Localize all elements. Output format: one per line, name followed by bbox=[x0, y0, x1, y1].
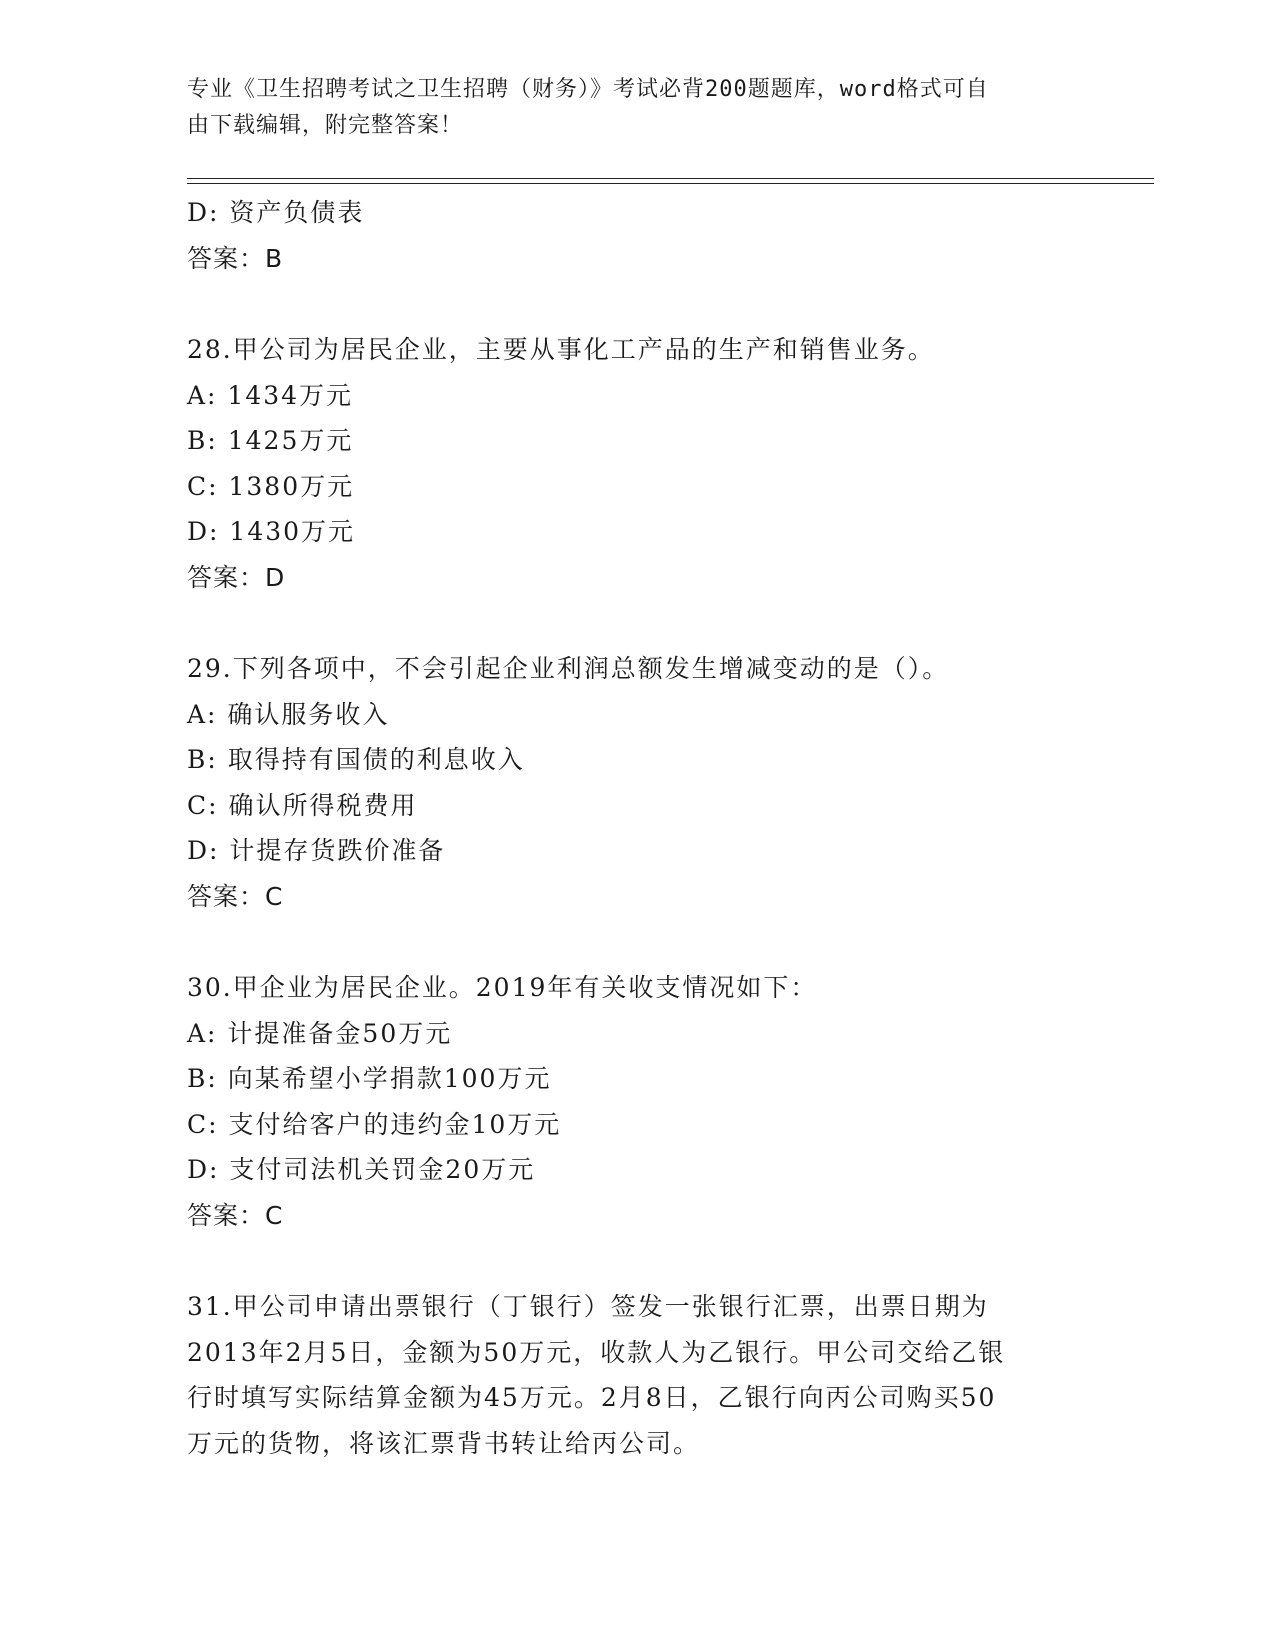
option-d: D: 计提存货跌价准备 bbox=[187, 836, 446, 865]
question-28 bbox=[187, 327, 1087, 600]
option-b: B: 1425万元 bbox=[187, 426, 354, 455]
header-line-2: 由下载编辑，附完整答案！ bbox=[187, 113, 464, 138]
spacer bbox=[187, 1238, 1087, 1284]
question-stem-line-1: 31.甲公司申请出票银行（丁银行）签发一张银行汇票，出票日期为 bbox=[187, 1292, 989, 1321]
answer-line: 答案：D bbox=[187, 562, 286, 592]
carry-over-answer: 答案：B bbox=[187, 243, 284, 273]
option-c: C: 确认所得税费用 bbox=[187, 790, 418, 820]
spacer bbox=[187, 281, 1087, 327]
option-b: B: 取得持有国债的利息收入 bbox=[187, 745, 525, 774]
option-c: C: 支付给客户的违约金10万元 bbox=[187, 1109, 562, 1139]
answer-line: 答案：C bbox=[187, 881, 284, 911]
question-29 bbox=[187, 646, 1087, 919]
header-line-1: 专业《卫生招聘考试之卫生招聘（财务）》考试必背200题题库，word格式可自 bbox=[187, 77, 989, 102]
option-a: A: 确认服务收入 bbox=[187, 699, 390, 729]
question-stem-line-4: 万元的货物，将该汇票背书转让给丙公司。 bbox=[187, 1428, 701, 1458]
answer-line: 答案：C bbox=[187, 1200, 284, 1230]
option-a: A: 1434万元 bbox=[187, 380, 354, 410]
option-b: B: 向某希望小学捐款100万元 bbox=[187, 1064, 552, 1093]
question-stem: 29.下列各项中，不会引起企业利润总额发生增减变动的是（）。 bbox=[187, 654, 950, 683]
question-stem-line-3: 行时填写实际结算金额为45万元。2月8日，乙银行向丙公司购买50 bbox=[187, 1383, 997, 1412]
header-divider-top bbox=[187, 178, 1154, 179]
spacer bbox=[187, 600, 1087, 646]
carry-over-option-d: D: 资产负债表 bbox=[187, 198, 365, 227]
spacer bbox=[187, 919, 1087, 965]
option-d: D: 1430万元 bbox=[187, 517, 356, 546]
question-stem-line-2: 2013年2月5日，金额为50万元，收款人为乙银行。甲公司交给乙银 bbox=[187, 1337, 1006, 1367]
option-c: C: 1380万元 bbox=[187, 471, 355, 501]
document-header bbox=[187, 72, 1067, 144]
question-30 bbox=[187, 965, 1087, 1238]
question-list bbox=[187, 190, 1087, 1466]
question-stem: 28.甲公司为居民企业，主要从事化工产品的生产和销售业务。 bbox=[187, 335, 935, 364]
option-a: A: 计提准备金50万元 bbox=[187, 1018, 453, 1048]
header-divider-bottom bbox=[187, 183, 1154, 184]
question-31 bbox=[187, 1284, 1087, 1466]
option-d: D: 支付司法机关罚金20万元 bbox=[187, 1155, 536, 1184]
question-stem: 30.甲企业为居民企业。2019年有关收支情况如下： bbox=[187, 973, 818, 1002]
